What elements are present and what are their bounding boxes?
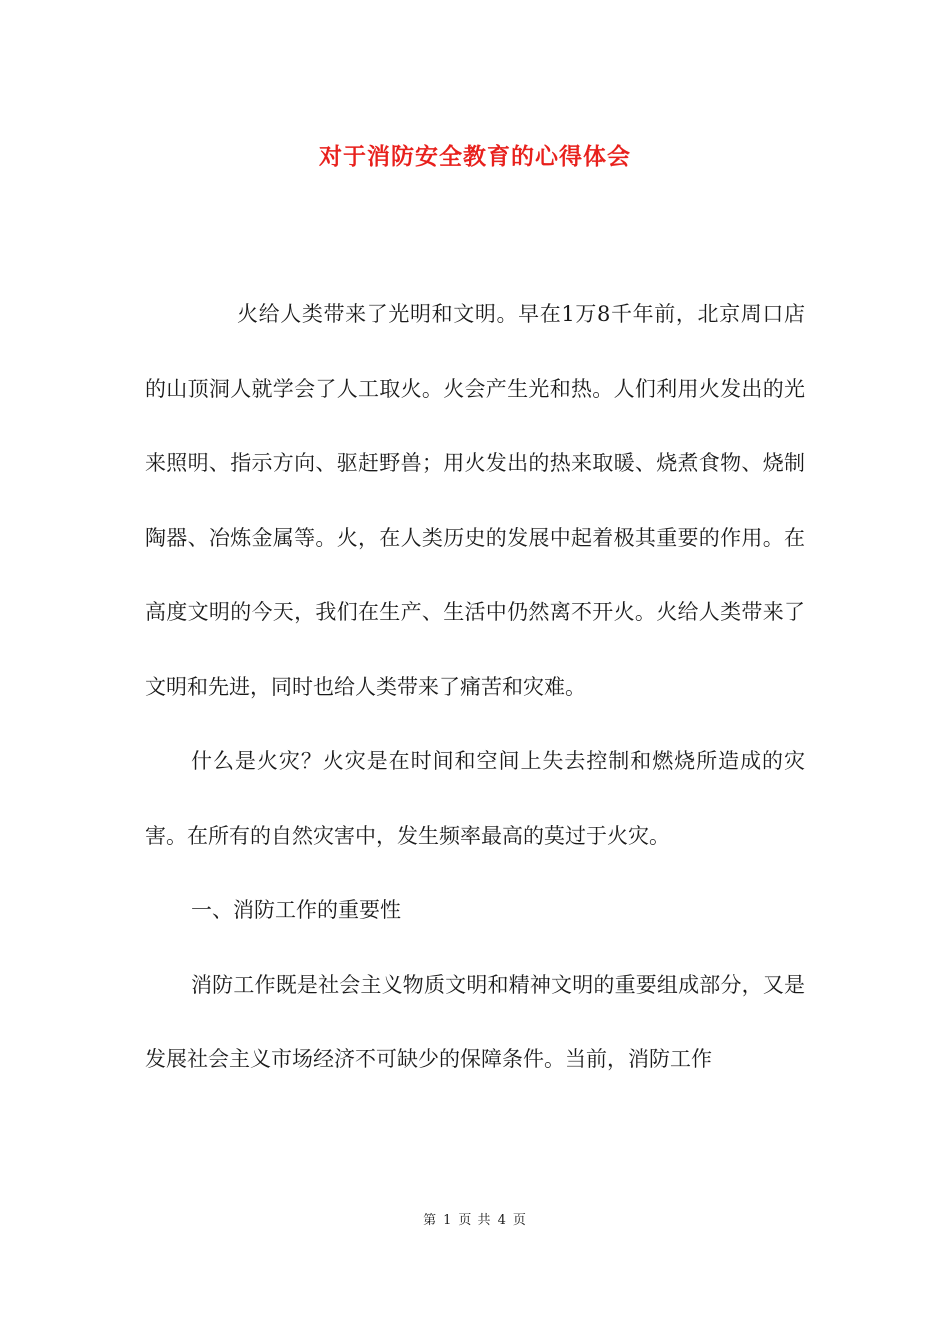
section-heading-importance: 一、消防工作的重要性 xyxy=(191,898,401,922)
paragraph-fire-work-importance: 消防工作既是社会主义物质文明和精神文明的重要组成部分，又是发展社会主义市场经济不可缺少的保障条件。当前，消防工作 xyxy=(145,972,805,1071)
document-title: 对于消防安全教育的心得体会 xyxy=(319,143,631,170)
paragraph-fire-definition: 什么是火灾？火灾是在时间和空间上失去控制和燃烧所造成的灾害。在所有的自然灾害中，发生频率最高的莫过于火灾。 xyxy=(145,749,805,848)
footer-suffix: 页 xyxy=(512,1213,527,1228)
document-body xyxy=(145,277,805,1097)
footer-middle: 页 共 xyxy=(458,1213,492,1228)
paragraph-fire-history: 火给人类带来了光明和文明。早在1万8千年前，北京周口店的山顶洞人就学会了人工取火。火会产生光和热。人们利用火发出的光来照明、指示方向、驱赶野兽；用火发出的热来取暖、烧煮食物、烧制陶器、冶炼金属等。火，在人类历史的发展中起着极其重要的作用。在高度文明的今天，我们在生产、生活中仍然离不开火。火给人类带来了文明和先进，同时也给人类带来了痛苦和灾难。 xyxy=(145,302,805,699)
page-number-footer xyxy=(0,1209,950,1228)
footer-current-page: 1 xyxy=(443,1213,453,1228)
footer-total-pages: 4 xyxy=(497,1213,507,1228)
footer-prefix: 第 xyxy=(423,1213,438,1228)
